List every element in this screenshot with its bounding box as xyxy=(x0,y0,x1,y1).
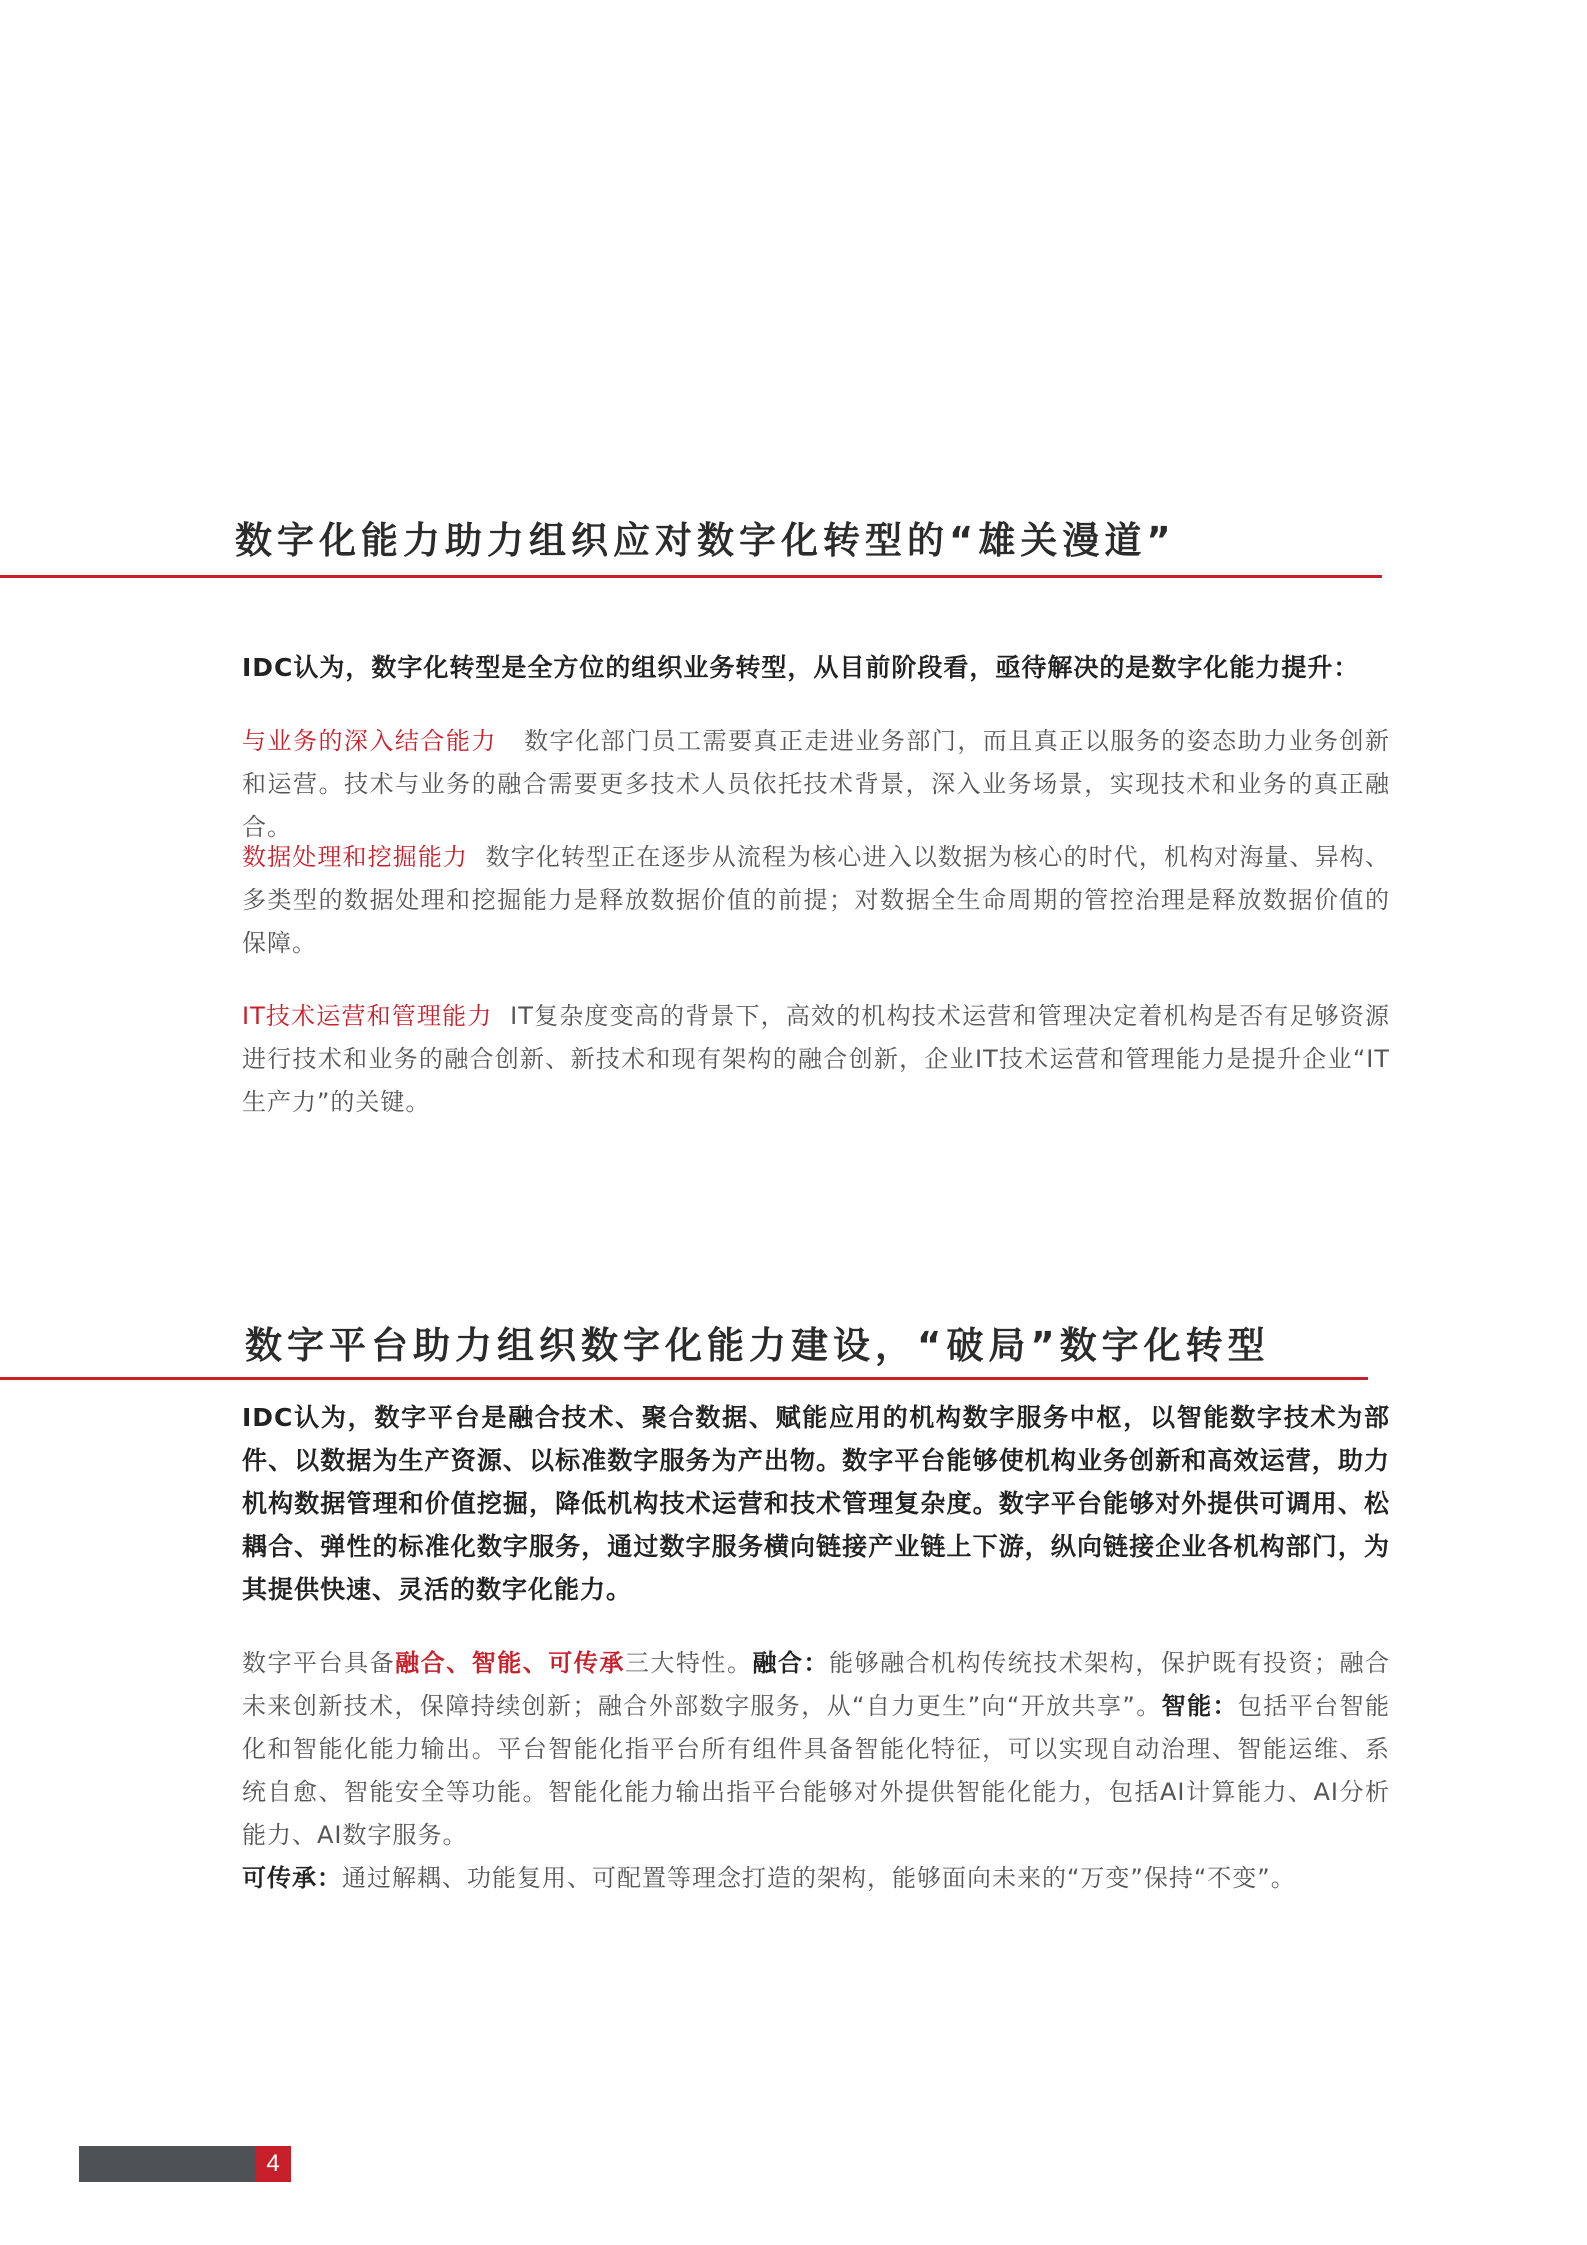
section-1-lead: IDC认为，数字化转型是全方位的组织业务转型，从目前阶段看，亟待解决的是数字化能力提升： xyxy=(242,653,1360,682)
page-number: 4 xyxy=(255,2146,291,2182)
body-text: 通过解耦、功能复用、可配置等理念打造的架构，能够面向未来的“万变”保持“不变”。 xyxy=(342,1864,1296,1892)
body-text: 能够融合机构传统技术架构，保护既有投资；融合未来创新技术，保障持续创新；融合外部数字服务，从“自力更生”向“开放共享”。 xyxy=(242,1649,1391,1720)
capability-label: 数据处理和挖掘能力 xyxy=(242,843,469,871)
keyword: 可传承： xyxy=(242,1864,342,1892)
capability-item xyxy=(242,720,1390,849)
section-1-title: 数字化能力助力组织应对数字化转型的“雄关漫道” xyxy=(235,519,1176,562)
section-2-divider xyxy=(0,1377,1368,1380)
body-text: 包括平台智能化和智能化能力输出。平台智能化指平台所有组件具备智能化特征，可以实现自动治理、智能运维、系统自愈、智能安全等功能。智能化能力输出指平台能够对外提供智能化能力，包括AI计算能力、AI分析能力、AI数字服务。 xyxy=(242,1692,1391,1849)
capability-text: 数字化转型正在逐步从流程为核心进入以数据为核心的时代，机构对海量、异构、多类型的数据处理和挖掘能力是释放数据价值的前提；对数据全生命周期的管控治理是释放数据价值的保障。 xyxy=(242,843,1391,957)
capability-item xyxy=(242,995,1390,1124)
body-text: 数字平台具备 xyxy=(242,1649,396,1677)
section-1-divider xyxy=(0,575,1382,578)
highlight-text: 融合、智能、可传承 xyxy=(395,1649,625,1677)
capability-item xyxy=(242,836,1390,965)
footer-bar xyxy=(79,2146,255,2182)
section-2-title: 数字平台助力组织数字化能力建设，“破局”数字化转型 xyxy=(245,1324,1270,1367)
section-2-body xyxy=(242,1642,1390,1900)
capability-label: IT技术运营和管理能力 xyxy=(242,1002,493,1030)
capability-label: 与业务的深入结合能力 xyxy=(242,727,497,755)
keyword: 融合： xyxy=(752,1649,830,1677)
keyword: 智能： xyxy=(1161,1692,1238,1720)
capability-text: 数字化部门员工需要真正走进业务部门，而且真正以服务的姿态助力业务创新和运营。技术与业务的融合需要更多技术人员依托技术背景，深入业务场景，实现技术和业务的真正融合。 xyxy=(242,727,1391,841)
capability-text: IT复杂度变高的背景下，高效的机构技术运营和管理决定着机构是否有足够资源进行技术和业务的融合创新、新技术和现有架构的融合创新，企业IT技术运营和管理能力是提升企业“IT生产力”的关键。 xyxy=(242,1002,1390,1116)
section-2-lead: IDC认为，数字平台是融合技术、聚合数据、赋能应用的机构数字服务中枢，以智能数字技术为部件、以数据为生产资源、以标准数字服务为产出物。数字平台能够使机构业务创新和高效运营，助力机构数据管理和价值挖掘，降低机构技术运营和技术管理复杂度。数字平台能够对外提供可调用、松耦合、弹性的标准化数字服务，通过数字服务横向链接产业链上下游，纵向链接企业各机构部门，为其提供快速、灵活的数字化能力。 xyxy=(242,1403,1390,1604)
body-text: 三大特性。 xyxy=(624,1649,753,1677)
